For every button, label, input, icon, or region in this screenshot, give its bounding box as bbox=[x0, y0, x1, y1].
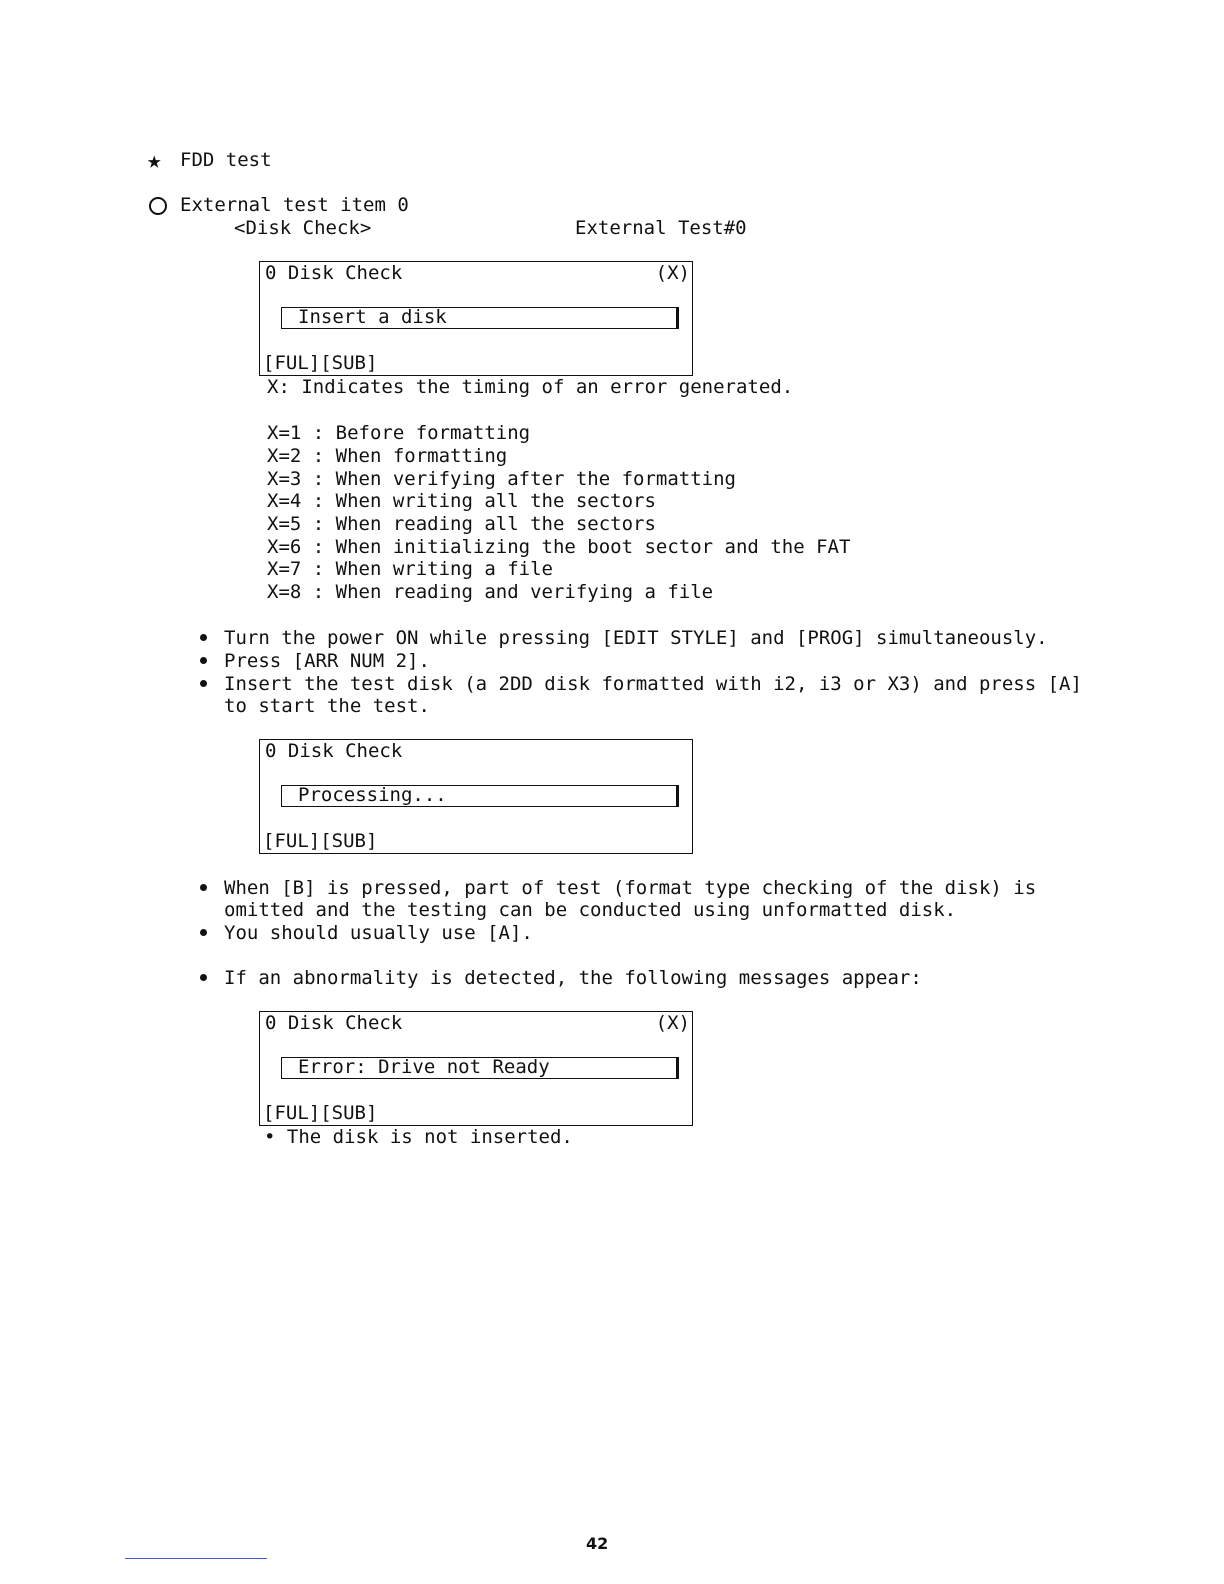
page-number: 42 bbox=[586, 1534, 609, 1553]
page-heading: FDD test bbox=[180, 149, 272, 171]
bullet-icon bbox=[200, 634, 207, 641]
section-right-label: External Test#0 bbox=[575, 217, 747, 239]
error-note: • The disk is not inserted. bbox=[264, 1126, 573, 1148]
screen-footer: [FUL][SUB] bbox=[263, 1102, 378, 1124]
screen-message: Error: Drive not Ready bbox=[298, 1056, 550, 1078]
screen-message: Insert a disk bbox=[298, 306, 447, 328]
x-list-item: X=5 : When reading all the sectors bbox=[267, 513, 656, 535]
lcd-screen-error bbox=[259, 1011, 693, 1126]
note-item-continued: omitted and the testing can be conducted using unformatted disk. bbox=[224, 899, 957, 921]
screen-footer: [FUL][SUB] bbox=[263, 830, 378, 852]
star-icon: ★ bbox=[147, 146, 162, 174]
screen-title: 0 Disk Check bbox=[265, 262, 403, 284]
bullet-icon bbox=[200, 884, 207, 891]
section-subtitle: <Disk Check> bbox=[234, 217, 372, 239]
screen-message-box bbox=[281, 1057, 679, 1079]
x-list-item: X=4 : When writing all the sectors bbox=[267, 490, 656, 512]
step-item: Turn the power ON while pressing [EDIT STYLE] and [PROG] simultaneously. bbox=[224, 627, 1048, 649]
bullet-icon bbox=[200, 974, 207, 981]
note-item: When [B] is pressed, part of test (format type checking of the disk) is bbox=[224, 877, 1037, 899]
bullet-icon bbox=[200, 657, 207, 664]
note-item: You should usually use [A]. bbox=[224, 922, 533, 944]
screen-title: 0 Disk Check bbox=[265, 1012, 403, 1034]
abnormal-note: If an abnormality is detected, the following messages appear: bbox=[224, 967, 922, 989]
screen-message-box bbox=[281, 785, 679, 807]
bullet-icon bbox=[200, 680, 207, 687]
screen-title: 0 Disk Check bbox=[265, 740, 403, 762]
x-list-item: X=3 : When verifying after the formatting bbox=[267, 468, 736, 490]
lcd-screen-processing bbox=[259, 739, 693, 854]
x-note: X: Indicates the timing of an error generated. bbox=[267, 376, 794, 398]
lcd-screen-insert bbox=[259, 261, 693, 376]
x-list-item: X=6 : When initializing the boot sector and the FAT bbox=[267, 536, 851, 558]
screen-message: Processing... bbox=[298, 784, 447, 806]
screen-error-code: (X) bbox=[655, 1012, 690, 1034]
section-title: External test item 0 bbox=[180, 194, 409, 216]
screen-message-box bbox=[281, 307, 679, 329]
bullet-icon bbox=[200, 929, 207, 936]
x-list-item: X=8 : When reading and verifying a file bbox=[267, 581, 714, 603]
x-list-item: X=1 : Before formatting bbox=[267, 422, 531, 444]
step-item-continued: to start the test. bbox=[224, 695, 430, 717]
x-list-item: X=2 : When formatting bbox=[267, 445, 508, 467]
screen-footer: [FUL][SUB] bbox=[263, 352, 378, 374]
screen-error-code: (X) bbox=[655, 262, 690, 284]
step-item: Press [ARR NUM 2]. bbox=[224, 650, 430, 672]
circle-icon bbox=[149, 197, 167, 215]
footer-divider bbox=[125, 1558, 267, 1559]
x-list-item: X=7 : When writing a file bbox=[267, 558, 553, 580]
step-item: Insert the test disk (a 2DD disk formatted with i2, i3 or X3) and press [A] bbox=[224, 673, 1082, 695]
